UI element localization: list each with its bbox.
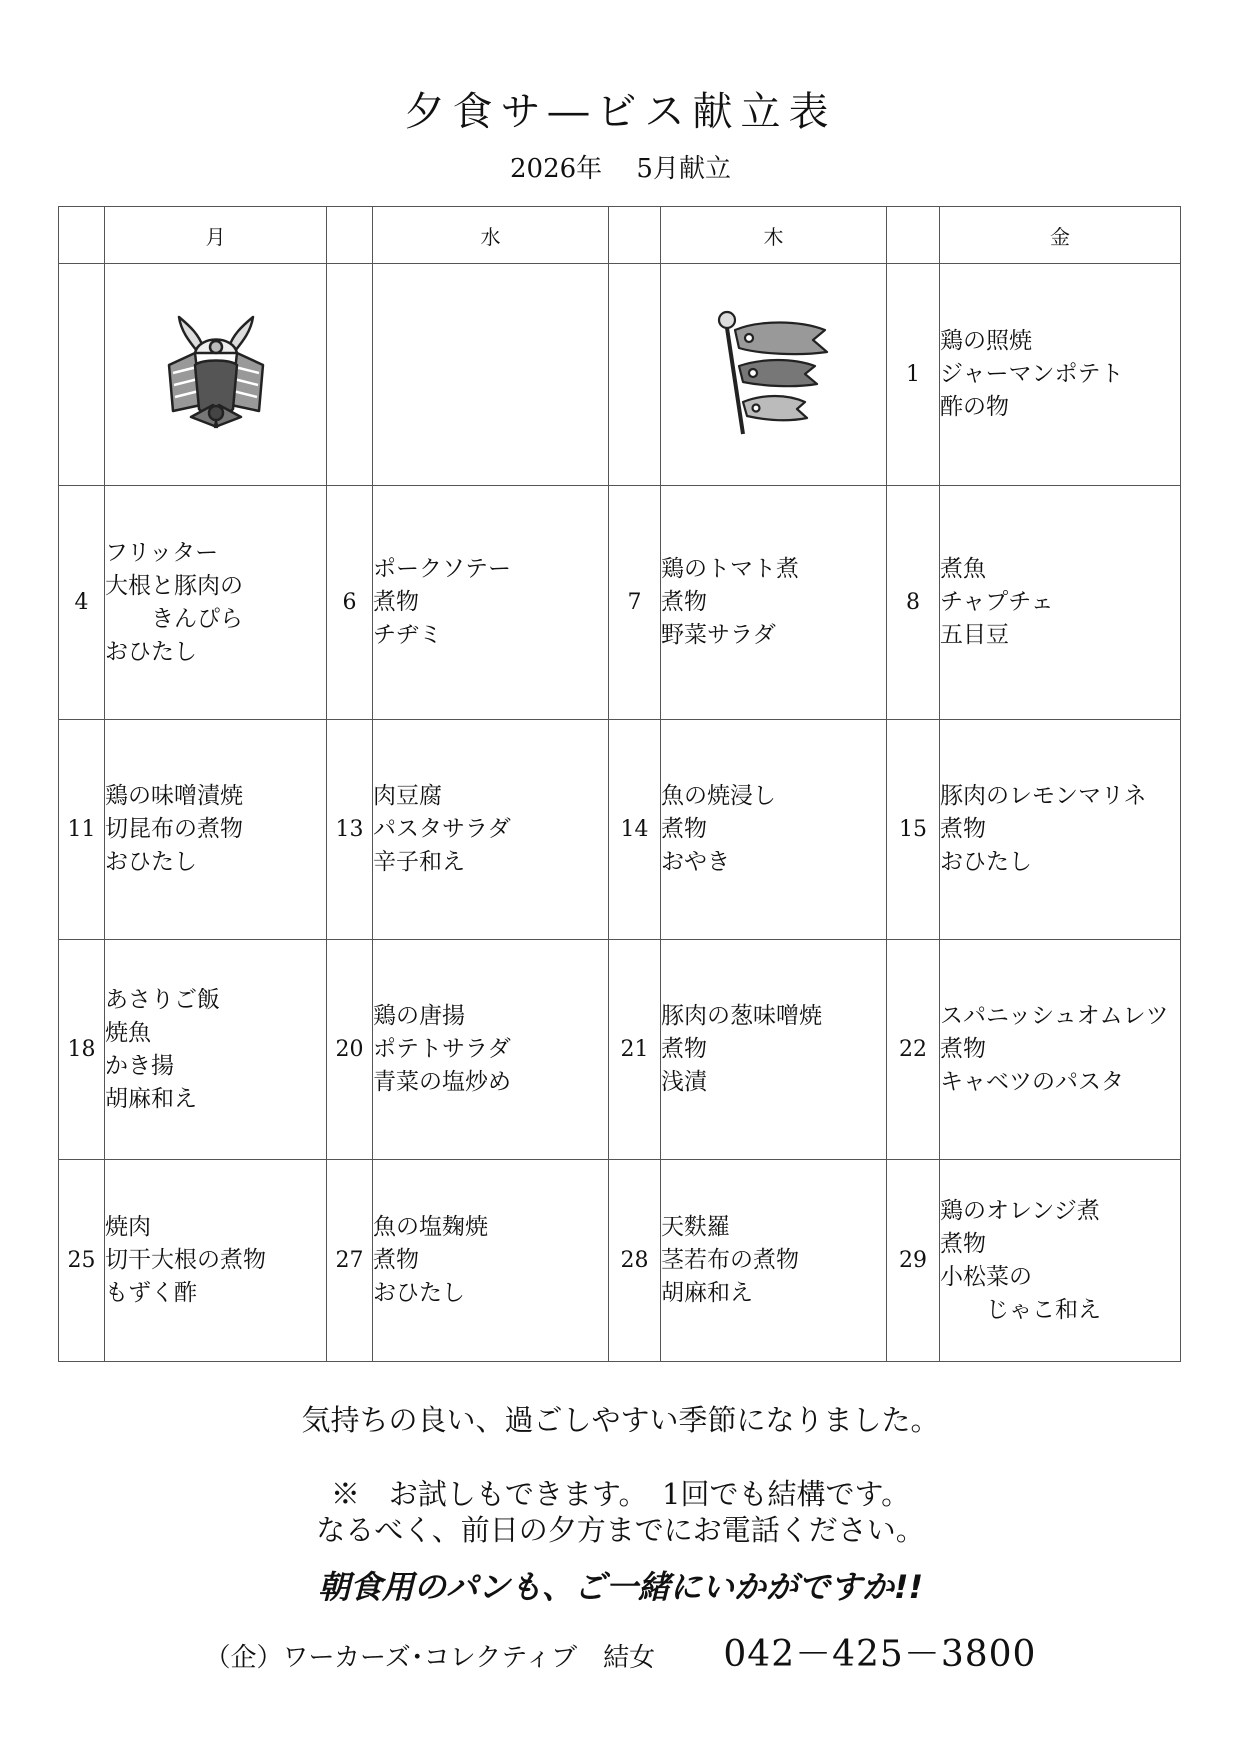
dish-name: 煮物 — [940, 816, 986, 842]
day-number: 8 — [887, 486, 940, 720]
dish-name: おひたし — [105, 638, 197, 665]
season-message: 気持ちの良い、過ごしやすい季節になりました。 — [301, 1403, 940, 1437]
menu-cell — [373, 264, 609, 486]
week-row — [59, 264, 1181, 486]
bread-message: 朝食用のパンも、ご一緒にいかがですか!! — [317, 1568, 924, 1606]
weekday-header-thu: 木 — [661, 207, 887, 264]
day-number — [59, 264, 105, 486]
dish-name: 煮物 — [373, 589, 419, 615]
dish-name: 酢の物 — [940, 394, 1009, 420]
day-col-header — [59, 207, 105, 264]
day-number: 25 — [59, 1160, 105, 1362]
dish-name: きんぴら — [105, 605, 243, 632]
dish-name: 大根と豚肉の — [105, 572, 243, 599]
day-col-header — [609, 207, 661, 264]
footer — [0, 1626, 1241, 1677]
dish-name: チャプチェ — [940, 589, 1054, 615]
dish-name: 小松菜の — [940, 1263, 1032, 1290]
dish-name: 天麩羅 — [661, 1214, 730, 1240]
day-col-header — [887, 207, 940, 264]
day-number: 15 — [887, 720, 940, 940]
weekday-header-wed: 水 — [373, 207, 609, 264]
menu-cell — [105, 1160, 327, 1362]
menu-cell — [940, 486, 1181, 720]
dish-name: 鶏の味噌漬焼 — [105, 783, 243, 809]
dish-name: 五目豆 — [940, 622, 1009, 648]
illustration-cell — [105, 264, 327, 486]
dish-name: スパニッシュオムレツ — [940, 1003, 1169, 1029]
dish-name: 豚肉の葱味噌焼 — [661, 1003, 822, 1029]
dish-name: 切干大根の煮物 — [105, 1247, 266, 1273]
day-number: 18 — [59, 940, 105, 1160]
menu-cell — [373, 486, 609, 720]
dish-name: キャベツのパスタ — [940, 1069, 1124, 1095]
dish-name: 魚の塩麹焼 — [373, 1214, 488, 1240]
week-row — [59, 1160, 1181, 1362]
dish-name: 焼肉 — [105, 1214, 151, 1240]
day-number: 13 — [327, 720, 373, 940]
dish-name: 青菜の塩炒め — [373, 1069, 511, 1095]
day-number: 11 — [59, 720, 105, 940]
menu-cell — [661, 940, 887, 1160]
dish-name: ポークソテー — [373, 556, 511, 582]
dish-name: 切昆布の煮物 — [105, 816, 243, 842]
day-number: 28 — [609, 1160, 661, 1362]
menu-table — [58, 206, 1181, 1362]
dish-name: 魚の焼浸し — [661, 783, 776, 809]
dish-name: チヂミ — [373, 622, 442, 648]
dish-name: 野菜サラダ — [661, 622, 776, 648]
dish-name: ジャーマンポテト — [940, 361, 1124, 387]
kabuto-helmet-icon — [151, 313, 281, 433]
menu-cell — [105, 720, 327, 940]
trial-message: ※ お試しもできます。 1回でも結構です。 — [330, 1477, 911, 1511]
dish-name: おひたし — [373, 1280, 465, 1306]
dish-name: もずく酢 — [105, 1280, 197, 1306]
call-message: なるべく、前日の夕方までにお電話ください。 — [316, 1513, 925, 1547]
dish-name: 鶏のトマト煮 — [661, 556, 799, 582]
menu-cell — [940, 940, 1181, 1160]
menu-month: 2026年 5月献立 — [510, 154, 731, 184]
day-number — [609, 264, 661, 486]
dish-name: 鶏のオレンジ煮 — [940, 1197, 1100, 1224]
menu-cell — [661, 486, 887, 720]
dish-name: パスタサラダ — [373, 816, 511, 842]
day-col-header — [327, 207, 373, 264]
week-row — [59, 940, 1181, 1160]
day-number: 6 — [327, 486, 373, 720]
dish-name: 煮物 — [661, 1036, 707, 1062]
dish-name: 煮魚 — [940, 556, 986, 582]
menu-cell — [373, 1160, 609, 1362]
day-number: 29 — [887, 1160, 940, 1362]
company-name: （企）ワーカーズ･コレクティブ 結女 — [204, 1643, 656, 1673]
week-row — [59, 720, 1181, 940]
day-number: 21 — [609, 940, 661, 1160]
menu-cell — [661, 720, 887, 940]
dish-name: かき揚 — [105, 1052, 174, 1079]
dish-name: 煮物 — [373, 1247, 419, 1273]
dish-name: おひたし — [105, 849, 197, 875]
dish-name: 煮物 — [661, 589, 707, 615]
dish-name: 煮物 — [940, 1036, 986, 1062]
day-number: 7 — [609, 486, 661, 720]
dish-name: 茎若布の煮物 — [661, 1247, 799, 1273]
day-number — [327, 264, 373, 486]
dish-name: 鶏の唐揚 — [373, 1003, 465, 1029]
dish-name: あさりご飯 — [105, 986, 220, 1013]
menu-cell — [940, 264, 1181, 486]
menu-cell — [373, 720, 609, 940]
menu-cell — [105, 486, 327, 720]
phone-number: 042－425－3800 — [723, 1634, 1037, 1675]
dish-name: 胡麻和え — [661, 1280, 753, 1306]
page-title: 夕食サ―ビス献立表 — [404, 89, 837, 135]
day-number: 14 — [609, 720, 661, 940]
header-row — [59, 207, 1181, 264]
dish-name: フリッター — [105, 539, 219, 566]
dish-name: 胡麻和え — [105, 1085, 197, 1112]
dish-name: おやき — [661, 849, 730, 875]
day-number: 27 — [327, 1160, 373, 1362]
menu-cell — [661, 1160, 887, 1362]
menu-cell — [940, 720, 1181, 940]
illustration-cell — [661, 264, 887, 486]
week-row — [59, 486, 1181, 720]
dish-name: ポテトサラダ — [373, 1036, 511, 1062]
dish-name: じゃこ和え — [940, 1296, 1101, 1323]
dish-name: 鶏の照焼 — [940, 328, 1032, 354]
dish-name: 肉豆腐 — [373, 783, 442, 809]
koinobori-icon — [709, 308, 839, 438]
dish-name: 煮物 — [661, 816, 707, 842]
menu-cell — [373, 940, 609, 1160]
day-number: 22 — [887, 940, 940, 1160]
dish-name: 焼魚 — [105, 1019, 151, 1046]
weekday-header-fri: 金 — [940, 207, 1181, 264]
day-number: 1 — [887, 264, 940, 486]
menu-cell — [940, 1160, 1181, 1362]
weekday-header-mon: 月 — [105, 207, 327, 264]
dish-name: 豚肉のレモンマリネ — [940, 783, 1147, 809]
day-number: 20 — [327, 940, 373, 1160]
dish-name: おひたし — [940, 849, 1032, 875]
dish-name: 浅漬 — [661, 1069, 707, 1095]
dish-name: 辛子和え — [373, 849, 465, 875]
menu-cell — [105, 940, 327, 1160]
day-number: 4 — [59, 486, 105, 720]
dish-name: 煮物 — [940, 1230, 986, 1257]
